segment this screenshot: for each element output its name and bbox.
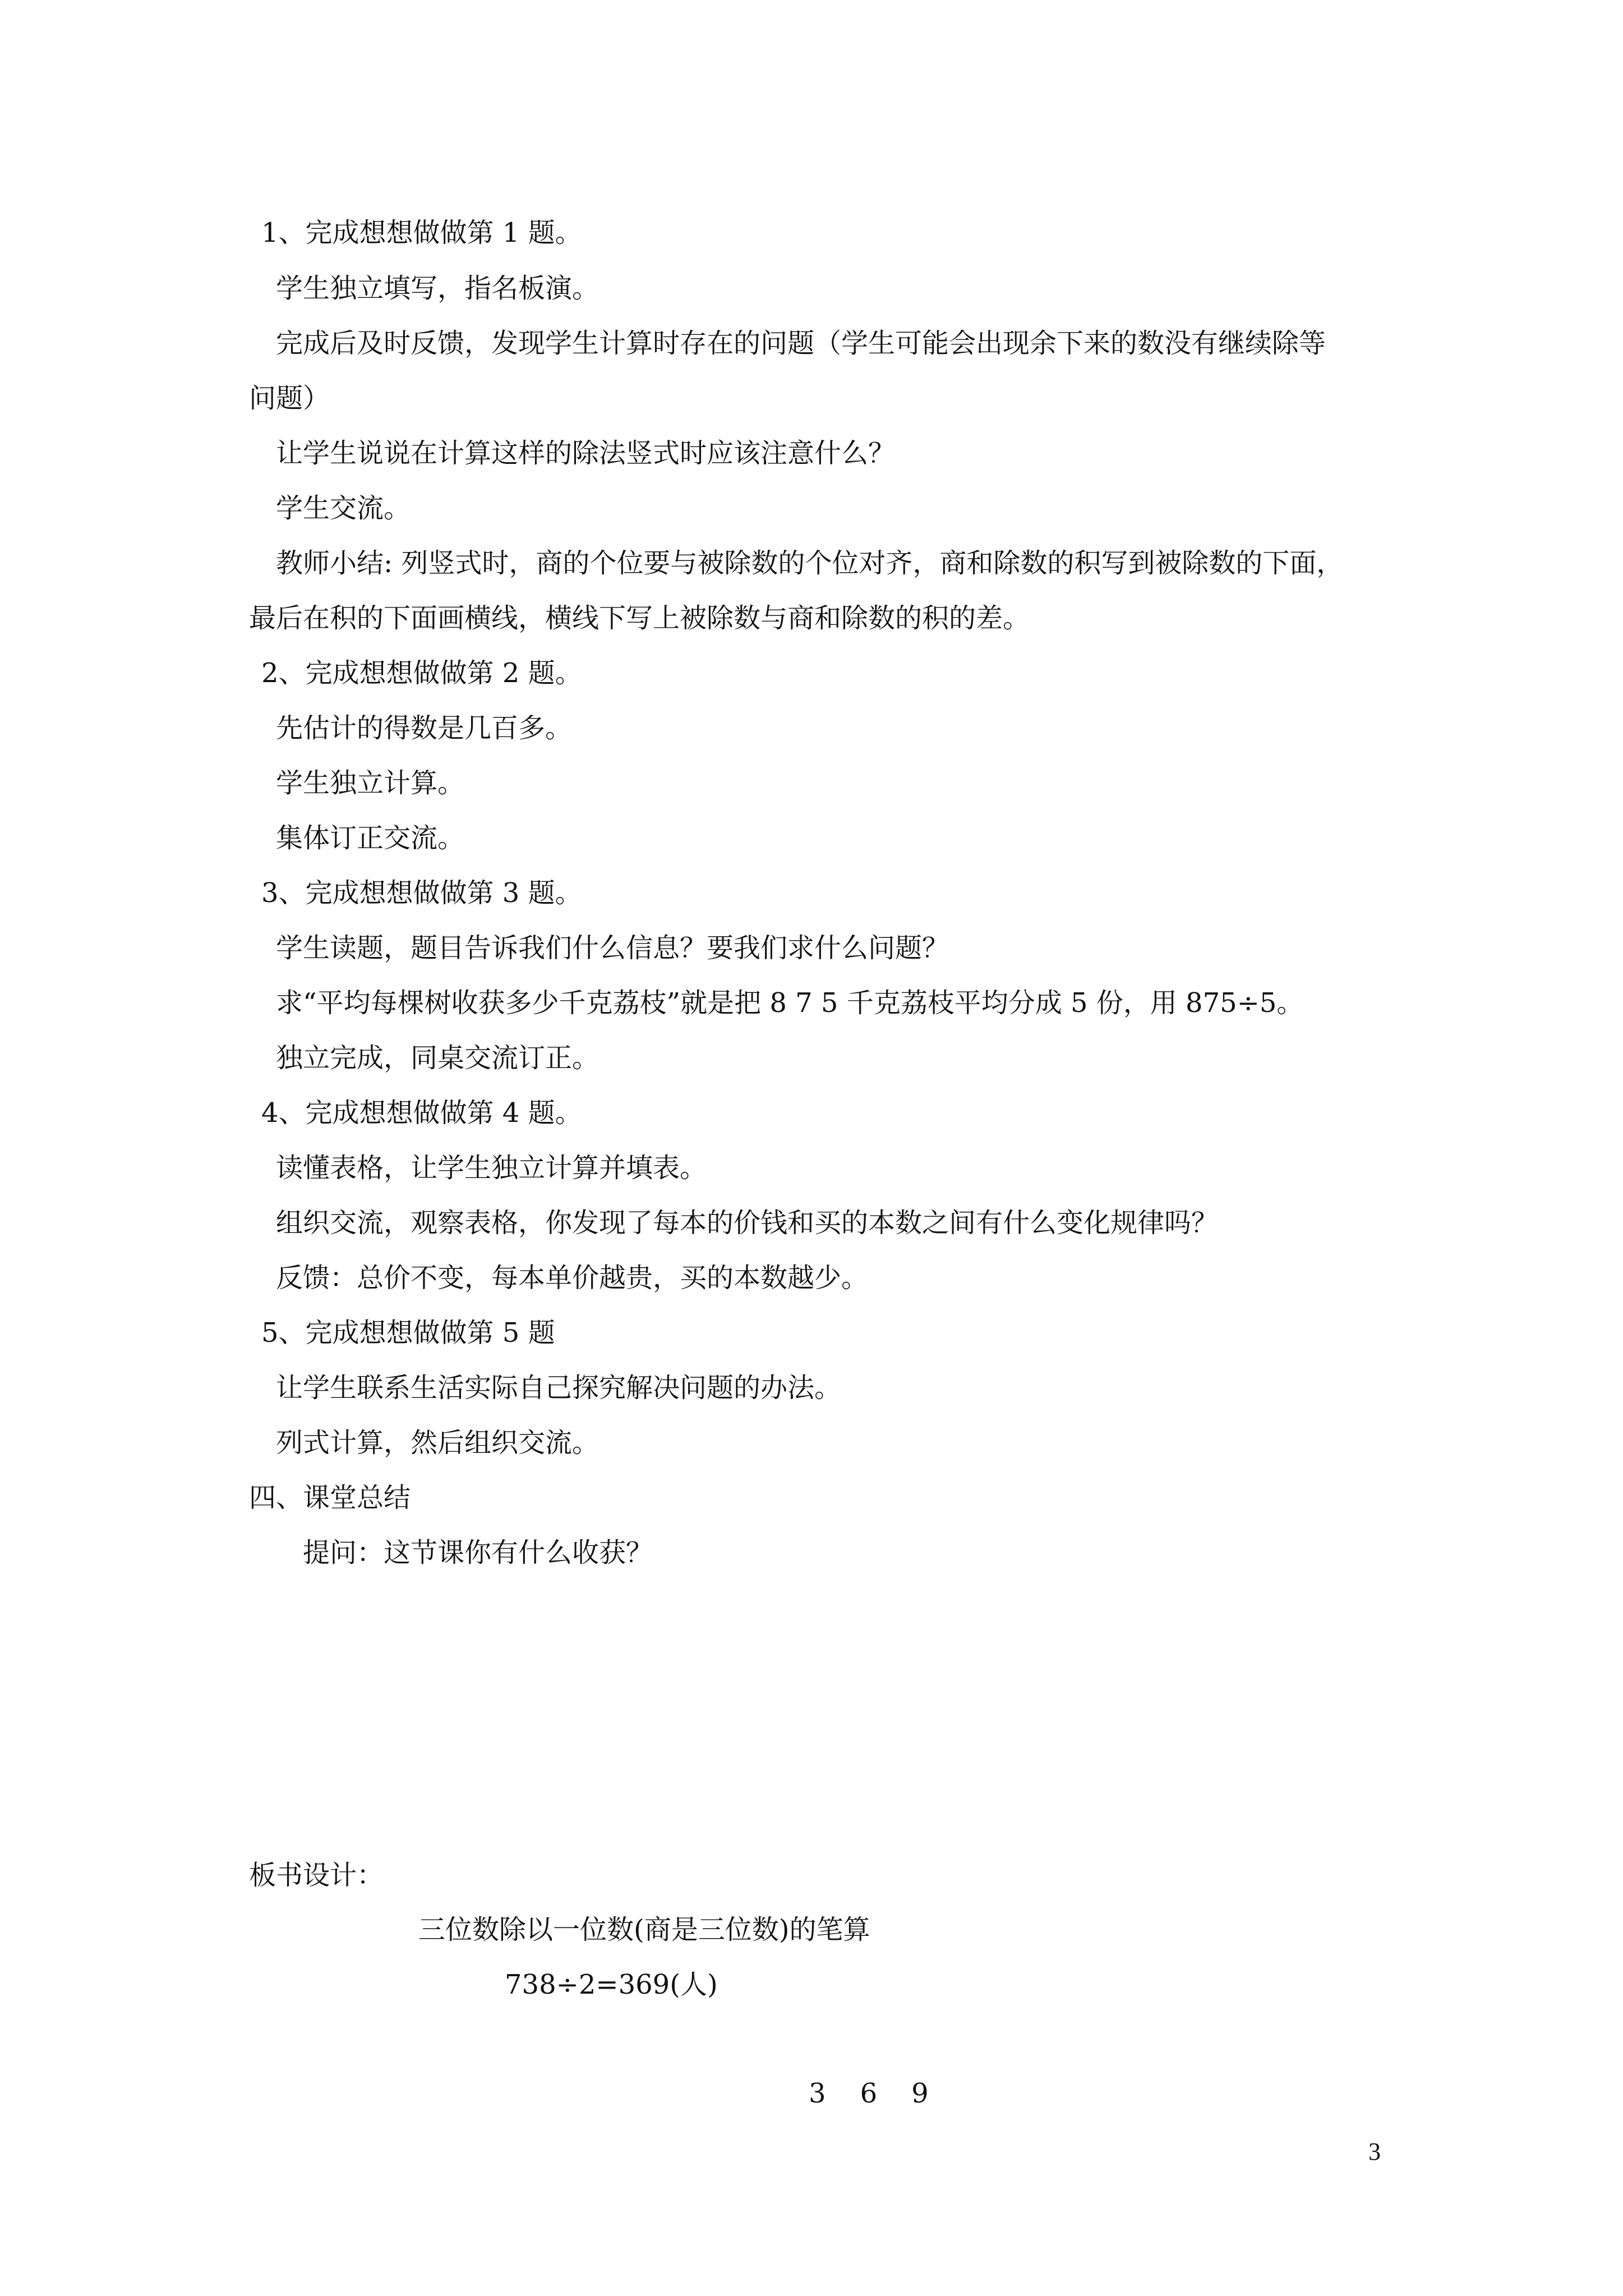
text-line: 组织交流，观察表格，你发现了每本的价钱和买的本数之间有什么变化规律吗？ — [276, 1207, 1219, 1239]
text-line: 读懂表格，让学生独立计算并填表。 — [276, 1152, 707, 1184]
text-line: 反馈：总价不变，每本单价越贵，买的本数越少。 — [276, 1262, 869, 1294]
text-line: 先估计的得数是几百多。 — [276, 712, 573, 744]
text-line: 学生独立填写，指名板演。 — [276, 273, 600, 304]
text-line: 3、完成想想做做第 3 题。 — [261, 877, 582, 909]
text-line: 独立完成，同桌交流订正。 — [276, 1042, 600, 1074]
text-line: 学生交流。 — [276, 493, 411, 524]
page-number: 3 — [1368, 2138, 1381, 2165]
board-title: 三位数除以一位数(商是三位数)的笔算 — [418, 1914, 870, 1945]
quotient-digits: 3 6 9 — [809, 2078, 929, 2109]
text-line: 学生独立计算。 — [276, 767, 465, 799]
text-line: 5、完成想想做做第 5 题 — [261, 1317, 555, 1349]
section-heading: 四、课堂总结 — [249, 1482, 411, 1513]
text-line: 求“平均每棵树收获多少千克荔枝”就是把 8 7 5 千克荔枝平均分成 5 份，用 875÷5。 — [276, 987, 1304, 1019]
text-line: 让学生说说在计算这样的除法竖式时应该注意什么？ — [276, 438, 896, 469]
text-line: 学生读题，题目告诉我们什么信息？要我们求什么问题？ — [276, 932, 949, 964]
text-line: 集体订正交流。 — [276, 822, 465, 854]
text-line: 1、完成想想做做第 1 题。 — [261, 217, 582, 249]
text-line: 最后在积的下面画横线，横线下写上被除数与商和除数的积的差。 — [249, 602, 1030, 634]
text-line: 列式计算，然后组织交流。 — [276, 1427, 600, 1458]
text-line: 4、完成想想做做第 4 题。 — [261, 1097, 582, 1129]
board-design-label: 板书设计： — [249, 1860, 384, 1891]
text-line: 提问：这节课你有什么收获？ — [303, 1537, 653, 1568]
board-equation: 738÷2=369(人) — [505, 1969, 718, 2000]
text-line: 完成后及时反馈，发现学生计算时存在的问题（学生可能会出现余下来的数没有继续除等 — [276, 328, 1326, 359]
text-line: 2、完成想想做做第 2 题。 — [261, 657, 582, 689]
text-line: 问题） — [249, 383, 330, 414]
text-line: 教师小结: 列竖式时，商的个位要与被除数的个位对齐，商和除数的积写到被除数的下面， — [276, 547, 1344, 579]
text-line: 让学生联系生活实际自己探究解决问题的办法。 — [276, 1372, 842, 1404]
